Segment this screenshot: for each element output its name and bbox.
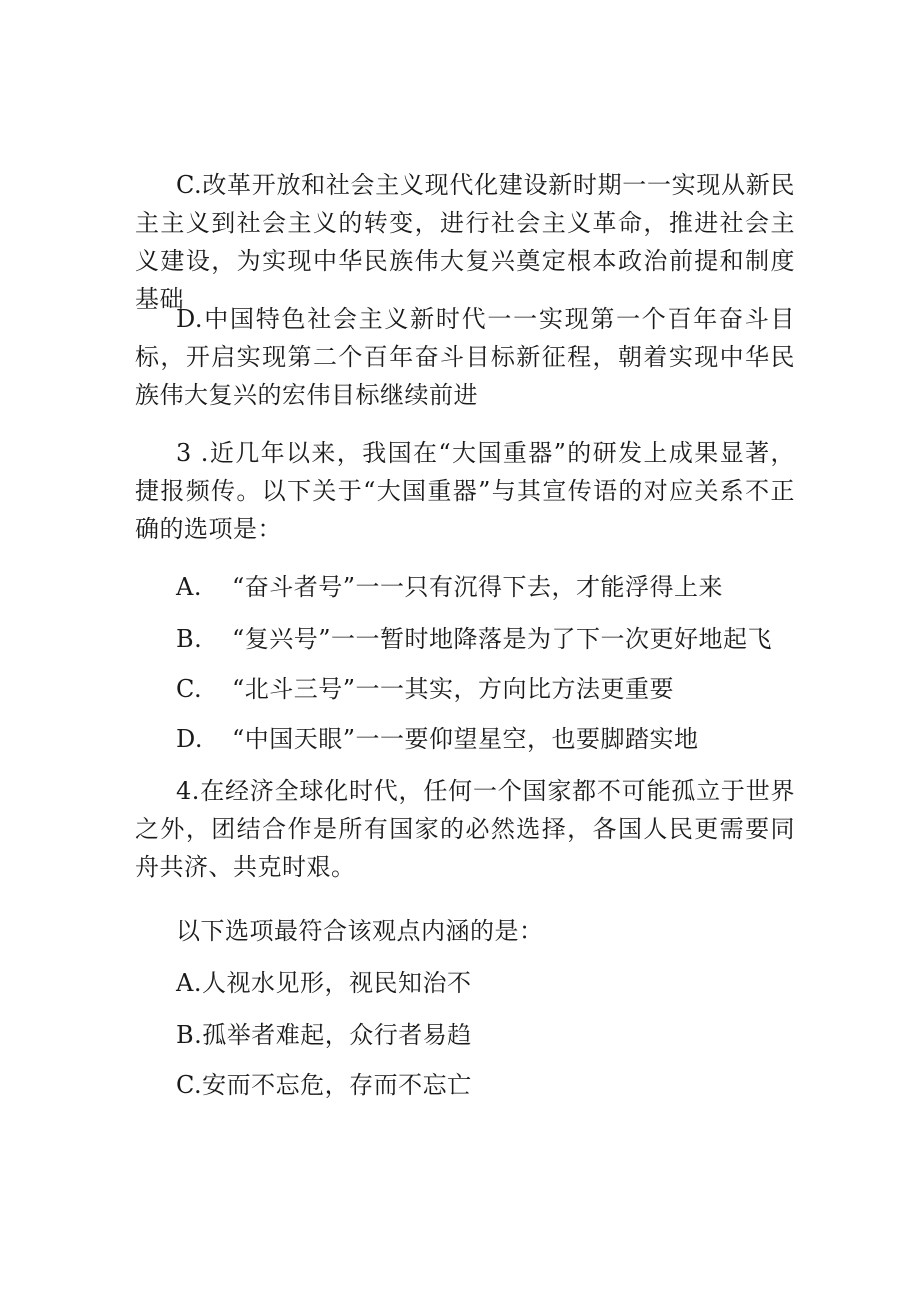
option-text: “中国天眼”一一要仰望星空，也要脚踏实地 <box>232 725 699 753</box>
option-letter: C. <box>176 675 203 703</box>
q4-prompt: 以下选项最符合该观点内涵的是： <box>176 917 544 945</box>
q3-option-c <box>176 670 674 708</box>
option-text: “奋斗者号”一一只有沉得下去，才能浮得上来 <box>232 573 724 601</box>
q2-option-c: C.改革开放和社会主义现代化建设新时期一一实现从新民主主义到社会主义的转变，进行社会主义革命，推进社会主义建设，为实现中华民族伟大复兴奠定根本政治前提和制度基础 <box>135 171 795 313</box>
q3-option-d <box>176 720 699 758</box>
q4-option-b: B.孤举者难起，众行者易趋 <box>176 1021 472 1049</box>
q3-option-a <box>176 568 723 606</box>
option-letter: B. <box>176 625 203 653</box>
q4-option-a: A.人视水见形，视民知治不 <box>176 969 472 997</box>
q4-stem: 4.在经济全球化时代，任何一个国家都不可能孤立于世界之外，团结合作是所有国家的必然选择，各国人民更需要同舟共济、共克时艰。 <box>135 777 795 881</box>
option-text: “复兴号”一一暂时地降落是为了下一次更好地起飞 <box>232 625 773 653</box>
q3-option-b <box>176 620 772 658</box>
q2-option-d: D.中国特色社会主义新时代一一实现第一个百年奋斗目标，开启实现第二个百年奋斗目标新征程，朝着实现中华民族伟大复兴的宏伟目标继续前进 <box>135 305 795 409</box>
q3-stem: 3 .近几年以来，我国在“大国重器”的研发上成果显著，捷报频传。以下关于“大国重器”与其宣传语的对应关系不正确的选项是： <box>135 439 795 543</box>
option-letter: D. <box>176 725 204 753</box>
option-letter: A. <box>176 573 202 601</box>
option-text: “北斗三号”一一其实，方向比方法更重要 <box>232 675 675 703</box>
q4-option-c: C.安而不忘危，存而不忘亡 <box>176 1071 472 1099</box>
